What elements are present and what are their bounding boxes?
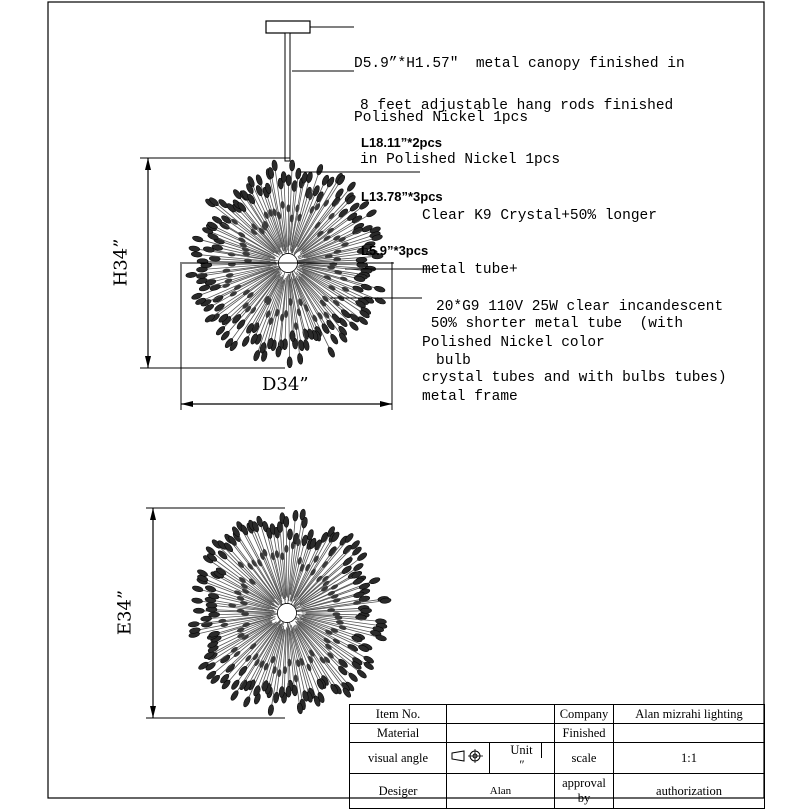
crystal-tip [209, 612, 220, 617]
rod-length-3: L5.9”*3pcs [361, 243, 429, 258]
designer-value: Alan [447, 774, 555, 809]
item-no-label: Item No. [350, 705, 447, 724]
crystal-tip [287, 357, 292, 368]
crystal-tip [252, 350, 260, 362]
crystal-note-line-4: crystal tubes and with bulbs tubes) [422, 370, 727, 386]
company-value: Alan mizrahi lighting [614, 705, 765, 724]
crystal-note-line-2: metal tube+ [422, 262, 518, 278]
unit-cell [490, 743, 555, 774]
diameter-dimension-label: D34” [262, 374, 309, 395]
item-no-value [447, 705, 555, 724]
crystal-tip [295, 168, 301, 180]
frame-note [422, 298, 605, 424]
scale-value: 1:1 [614, 743, 765, 774]
height-dimension-label: H34” [110, 238, 132, 287]
crystal-tip [342, 556, 354, 567]
crystal-tip [238, 665, 249, 677]
crystal-bead [280, 313, 285, 321]
projection-symbol-icon [450, 749, 486, 763]
crystal-tip [329, 333, 339, 345]
frame-note-line-1: Polished Nickel color [422, 335, 605, 351]
crystal-tip [374, 285, 386, 293]
canopy-note-line-2: Polished Nickel 1pcs [354, 110, 529, 126]
rod-length-1: L18.11”*2pcs [361, 135, 442, 150]
crystal-tip [297, 353, 304, 365]
crystal-tip [217, 198, 229, 209]
crystal-tip [241, 335, 251, 347]
crystal-tip [281, 171, 287, 182]
crystal-note-line-3: 50% shorter metal tube (with [422, 316, 684, 332]
crystal-tip [356, 669, 368, 680]
crystal-tip [192, 585, 204, 593]
finished-label: Finished [555, 724, 614, 743]
crystal-tip [267, 704, 274, 716]
unit-label: Unit [503, 743, 542, 758]
company-label: Company [555, 705, 614, 724]
crystal-tip [361, 608, 372, 614]
material-value [447, 724, 555, 743]
approval-label: approval by [555, 774, 614, 809]
rod-note-line-1: 8 feet adjustable hang rods finished [360, 98, 674, 114]
crystal-tip [192, 235, 204, 243]
material-label: Material [350, 724, 447, 743]
crystal-tip [287, 529, 293, 540]
crystal-tip [369, 576, 381, 585]
crystal-tip [289, 160, 295, 171]
crystal-tip [186, 272, 198, 279]
crystal-tip [346, 181, 357, 193]
crystal-tip [290, 330, 296, 341]
crystal-tip [188, 621, 200, 627]
crystal-tip [292, 510, 298, 521]
canopy-note-line-1: D5.9”*H1.57″ metal canopy finished in [354, 56, 685, 72]
crystal-tip [217, 549, 229, 560]
crystal-tip [284, 516, 289, 527]
crystal-tip [316, 164, 324, 176]
scale-label: scale [555, 743, 614, 774]
bulb-note-line-1: 20*G9 110V 25W clear incandescent [436, 299, 724, 315]
crystal-tip [352, 562, 364, 572]
canopy [266, 21, 310, 33]
crystal-bead [222, 282, 231, 289]
crystal-tip [375, 634, 387, 642]
hang-rod [285, 33, 290, 161]
crystal-tip [191, 251, 202, 257]
rod-note-line-2: in Polished Nickel 1pcs [360, 152, 561, 168]
crystal-tip [204, 313, 216, 324]
authorization-label: authorization [614, 774, 765, 809]
projection-symbol [447, 743, 490, 774]
center-hub [277, 603, 296, 622]
frame-note-line-2: metal frame [422, 389, 518, 405]
crystal-tip [255, 185, 264, 197]
crystal-tip [255, 174, 264, 186]
crystal-tip [279, 686, 285, 697]
crystal-bead [280, 201, 285, 209]
rod-length-2: L13.78”*3pcs [361, 189, 443, 204]
crystal-bead [233, 589, 242, 596]
bulb-note-line-2: bulb [436, 353, 471, 369]
extension-dimension-label: E34” [114, 589, 136, 636]
title-block [349, 704, 765, 809]
unit-value: ″ [519, 758, 525, 772]
visual-angle-label: visual angle [350, 743, 447, 774]
crystal-bead [309, 568, 317, 577]
crystal-tip [275, 346, 281, 357]
crystal-tip [242, 696, 251, 708]
crystal-tip [327, 346, 336, 358]
crystal-tip [189, 245, 201, 252]
crystal-tube [286, 518, 287, 597]
crystal-tip [191, 597, 203, 604]
crystal-note-line-1: Clear K9 Crystal+50% longer [422, 208, 657, 224]
crystal-tip [347, 672, 359, 683]
chandelier-top-view [188, 509, 391, 716]
crystal-bead [284, 310, 288, 318]
crystal-tip [286, 175, 291, 186]
designer-label: Desiger [350, 774, 447, 809]
crystal-tip [229, 689, 239, 701]
finished-value [614, 724, 765, 743]
crystal-tip [193, 608, 204, 613]
crystal-bead [284, 545, 288, 553]
